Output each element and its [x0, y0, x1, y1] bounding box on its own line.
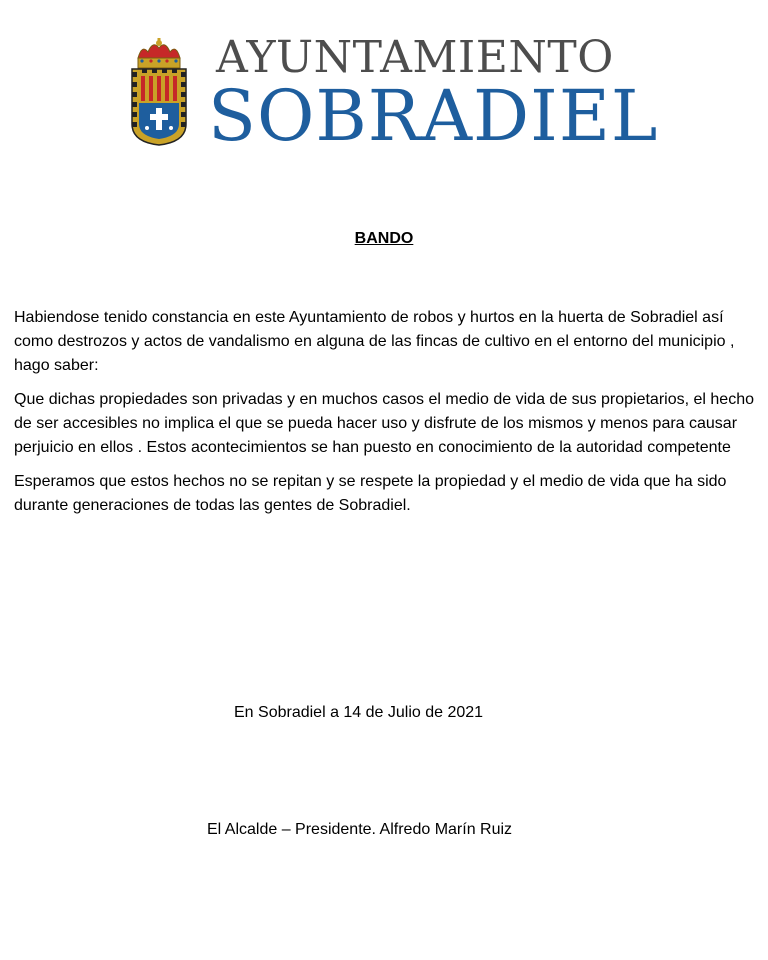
crown-icon — [138, 38, 180, 68]
paragraph: Habiendose tenido constancia en este Ayuntamiento de robos y hurtos en la huerta de Sobradiel así como destrozos y actos de vandalismo en alguna de las fincas de cultivo en el entorno del municipio , hago saber: — [14, 309, 735, 374]
document-title: BANDO — [354, 230, 414, 247]
paragraph: Que dichas propiedades son privadas y en muchos casos el medio de vida de sus propietarios, el hecho de ser accesibles no implica el que se pueda hacer uso y disfrute de los mismos y menos para causar perjuicio en ellos . Estos acontecimientos se han puesto en conocimiento de la autoridad competente — [14, 391, 754, 456]
letterhead — [82, 30, 662, 157]
date-line: En Sobradiel a 14 de Julio de 2021 — [234, 704, 484, 721]
municipality-name: SOBRADIEL — [208, 75, 659, 157]
signature-line: El Alcalde – Presidente. Alfredo Marín Ruiz — [207, 821, 513, 838]
org-name-line: AYUNTAMIENTO — [216, 32, 614, 83]
paragraph: Esperamos que estos hechos no se repitan y se respete la propiedad y el medio de vida que ha sido durante generaciones de todas las gentes de Sobradiel. — [14, 473, 727, 514]
coat-of-arms-icon — [126, 38, 192, 146]
shield-icon — [132, 69, 186, 145]
document-body — [14, 306, 754, 528]
